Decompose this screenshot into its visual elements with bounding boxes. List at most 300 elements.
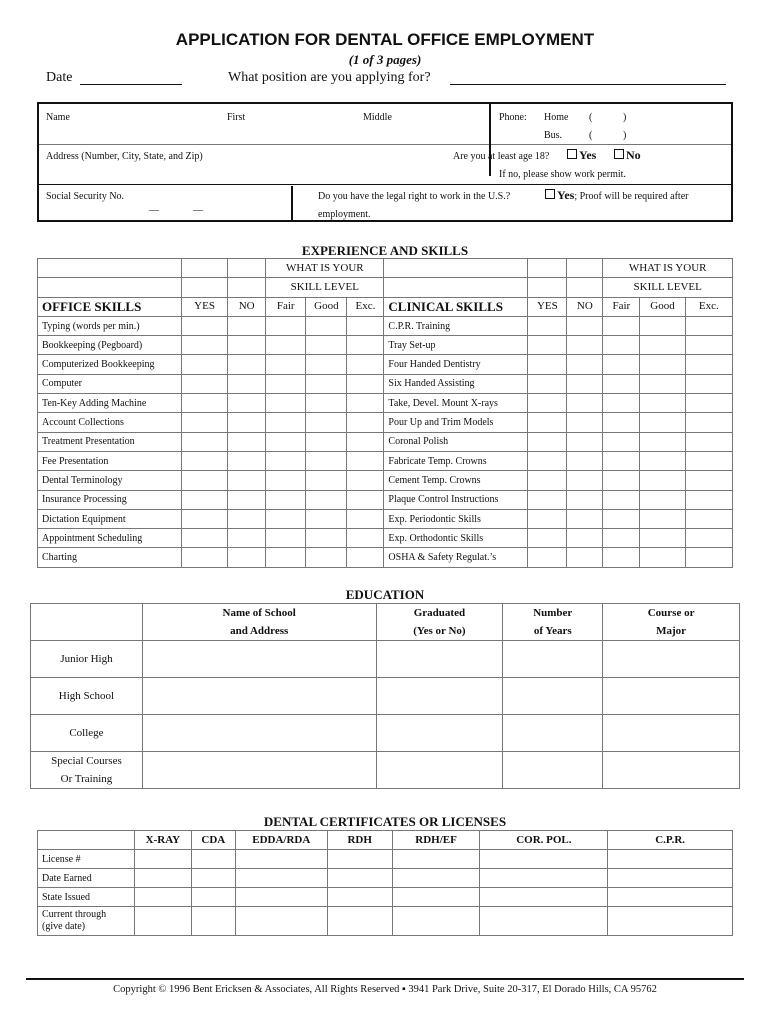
office-fair-cell[interactable] [266,451,306,470]
clinical-skill-label: Exp. Orthodontic Skills [384,529,528,548]
footer-rule [26,978,744,980]
license-entry-cell[interactable] [327,888,392,907]
office-skill-label: Dental Terminology [38,471,182,490]
clinical-no-cell[interactable] [567,336,603,355]
license-entry-cell[interactable] [392,869,480,888]
office-good-cell[interactable] [306,374,347,393]
license-entry-cell[interactable] [134,907,191,936]
office-no-cell[interactable] [228,432,266,451]
clinical-exc-cell[interactable] [685,509,732,528]
skill-row [38,432,733,451]
blank-cell [567,278,603,297]
blank-cell [38,259,182,278]
office-skill-label: Ten-Key Adding Machine [38,394,182,413]
office-fair-cell[interactable] [266,394,306,413]
clinical-exc-cell[interactable] [685,432,732,451]
clinical-skills-header: CLINICAL SKILLS [384,297,528,316]
office-yes-cell[interactable] [181,374,227,393]
clinical-skill-label: C.P.R. Training [384,316,528,335]
clinical-fair-cell[interactable] [603,490,640,509]
office-fair-cell[interactable] [266,374,306,393]
office-skill-label: Computer [38,374,182,393]
clinical-yes-cell[interactable] [528,413,567,432]
course-cell[interactable] [603,678,740,715]
clinical-yes-cell[interactable] [528,490,567,509]
office-good-cell[interactable] [306,509,347,528]
license-entry-cell[interactable] [480,869,608,888]
bus-phone-label: Bus. [544,130,563,141]
license-type-header: C.P.R. [608,831,733,850]
clinical-yes-cell[interactable] [528,529,567,548]
licenses-section-title: DENTAL CERTIFICATES OR LICENSES [263,814,507,829]
clinical-good-cell[interactable] [640,355,685,374]
office-no-cell[interactable] [228,413,266,432]
education-row [31,678,740,715]
clinical-good-cell[interactable] [640,336,685,355]
license-entry-cell[interactable] [134,869,191,888]
skill-row [38,336,733,355]
skills-rows [38,316,733,567]
office-yes-cell[interactable] [181,451,227,470]
years-cell[interactable] [503,641,603,678]
license-type-header: CDA [191,831,235,850]
blank-cell [528,259,567,278]
clinical-good-cell[interactable] [640,529,685,548]
office-yes-cell[interactable] [181,509,227,528]
office-no-cell[interactable] [228,451,266,470]
clinical-fair-cell[interactable] [603,432,640,451]
education-level-label: College [31,715,143,752]
graduated-cell[interactable] [376,752,503,789]
clinical-fair-cell[interactable] [603,336,640,355]
clinical-skill-label: Six Handed Assisting [384,374,528,393]
office-exc-cell[interactable] [347,471,384,490]
license-type-header: RDH [327,831,392,850]
clinical-exc-cell[interactable] [685,490,732,509]
clinical-skill-label: Coronal Polish [384,432,528,451]
license-entry-cell[interactable] [191,907,235,936]
graduated-header: Graduated (Yes or No) [376,604,503,641]
course-cell[interactable] [603,715,740,752]
clinical-exc-cell[interactable] [685,316,732,335]
education-row [31,641,740,678]
office-skill-label: Treatment Presentation [38,432,182,451]
clinical-fair-cell[interactable] [603,374,640,393]
office-good-cell[interactable] [306,490,347,509]
clinical-exc-cell[interactable] [685,548,732,567]
work-permit-note: If no, please show work permit. [499,169,626,180]
paren: ( [589,130,593,141]
office-yes-cell[interactable] [181,355,227,374]
office-yes-cell[interactable] [181,529,227,548]
office-exc-cell[interactable] [347,529,384,548]
date-field[interactable] [80,84,182,85]
education-table [30,603,740,789]
office-good-cell[interactable] [306,432,347,451]
license-row [38,850,733,869]
clinical-yes-cell[interactable] [528,548,567,567]
office-good-cell[interactable] [306,394,347,413]
divider [39,144,731,145]
office-exc-cell[interactable] [347,548,384,567]
licenses-rows [38,850,733,907]
office-yes-cell[interactable] [181,490,227,509]
legal-question: Do you have the legal right to work in the U.S.? [318,191,511,202]
blank-cell [228,278,266,297]
license-entry-cell[interactable] [134,888,191,907]
office-good-cell[interactable] [306,471,347,490]
clinical-yes-cell[interactable] [528,355,567,374]
clinical-yes-cell[interactable] [528,509,567,528]
office-fair-cell[interactable] [266,355,306,374]
clinical-yes-cell[interactable] [528,374,567,393]
office-exc-cell[interactable] [347,355,384,374]
clinical-skill-label: Tray Set-up [384,336,528,355]
home-phone-label: Home [544,112,569,123]
age-question: Are you at least age 18? [453,151,550,162]
licenses-current-row [38,907,733,936]
graduated-cell[interactable] [376,678,503,715]
fair-header: Fair [603,297,640,316]
clinical-fair-cell[interactable] [603,471,640,490]
clinical-no-cell[interactable] [567,413,603,432]
clinical-yes-cell[interactable] [528,316,567,335]
license-entry-cell[interactable] [392,850,480,869]
licenses-table [37,830,733,936]
clinical-good-cell[interactable] [640,548,685,567]
yes-header: YES [528,297,567,316]
clinical-no-cell[interactable] [567,316,603,335]
office-fair-cell[interactable] [266,490,306,509]
clinical-skill-label: Take, Devel. Mount X-rays [384,394,528,413]
office-good-cell[interactable] [306,336,347,355]
office-exc-cell[interactable] [347,316,384,335]
office-yes-cell[interactable] [181,548,227,567]
education-level-label: High School [31,678,143,715]
divider [489,104,491,176]
office-no-cell[interactable] [228,355,266,374]
years-cell[interactable] [503,752,603,789]
clinical-fair-cell[interactable] [603,509,640,528]
license-row [38,888,733,907]
license-entry-cell[interactable] [235,850,327,869]
license-entry-cell[interactable] [392,888,480,907]
license-row-label: License # [38,850,135,869]
license-entry-cell[interactable] [480,888,608,907]
position-field[interactable] [450,84,726,85]
page-count: (1 of 3 pages) [348,52,422,67]
clinical-good-cell[interactable] [640,509,685,528]
clinical-good-cell[interactable] [640,471,685,490]
office-fair-cell[interactable] [266,471,306,490]
office-fair-cell[interactable] [266,336,306,355]
clinical-good-cell[interactable] [640,374,685,393]
license-entry-cell[interactable] [608,850,733,869]
office-exc-cell[interactable] [347,490,384,509]
license-entry-cell[interactable] [327,907,392,936]
office-fair-cell[interactable] [266,432,306,451]
clinical-exc-cell[interactable] [685,529,732,548]
divider [39,184,731,185]
skill-row [38,509,733,528]
license-entry-cell[interactable] [235,869,327,888]
office-fair-cell[interactable] [266,509,306,528]
license-entry-cell[interactable] [327,869,392,888]
blank-cell [38,278,182,297]
exc-header: Exc. [685,297,732,316]
clinical-skill-label: Pour Up and Trim Models [384,413,528,432]
clinical-no-cell[interactable] [567,471,603,490]
school-cell[interactable] [142,752,376,789]
office-fair-cell[interactable] [266,316,306,335]
license-type-header: RDH/EF [392,831,480,850]
clinical-good-cell[interactable] [640,451,685,470]
license-row [38,869,733,888]
office-good-cell[interactable] [306,316,347,335]
clinical-no-cell[interactable] [567,355,603,374]
office-skill-label: Computerized Bookkeeping [38,355,182,374]
years-header: Number of Years [503,604,603,641]
clinical-good-cell[interactable] [640,432,685,451]
skill-row [38,471,733,490]
clinical-good-cell[interactable] [640,413,685,432]
office-no-cell[interactable] [228,394,266,413]
license-row-label: Date Earned [38,869,135,888]
clinical-exc-cell[interactable] [685,394,732,413]
checkbox-icon[interactable] [614,149,624,159]
legal-yes-option[interactable]: Yes; Proof will be required after [545,188,688,203]
fair-header: Fair [266,297,306,316]
office-fair-cell[interactable] [266,529,306,548]
special-courses-label: Special Courses Or Training [31,752,143,789]
blank-cell [31,604,143,641]
checkbox-icon[interactable] [545,189,555,199]
checkbox-icon[interactable] [567,149,577,159]
office-skill-label: Account Collections [38,413,182,432]
office-exc-cell[interactable] [347,413,384,432]
clinical-exc-cell[interactable] [685,451,732,470]
clinical-skill-label: Fabricate Temp. Crowns [384,451,528,470]
office-good-cell[interactable] [306,413,347,432]
paren: ) [623,112,627,123]
skills-section-title: EXPERIENCE AND SKILLS [301,243,469,258]
license-entry-cell[interactable] [480,907,608,936]
skill-row [38,529,733,548]
office-exc-cell[interactable] [347,509,384,528]
license-entry-cell[interactable] [327,850,392,869]
skill-level-header: SKILL LEVEL [266,278,384,297]
clinical-no-cell[interactable] [567,509,603,528]
clinical-yes-cell[interactable] [528,336,567,355]
license-entry-cell[interactable] [608,907,733,936]
office-no-cell[interactable] [228,316,266,335]
school-cell[interactable] [142,715,376,752]
license-type-header: X-RAY [134,831,191,850]
license-type-header: COR. POL. [480,831,608,850]
blank-cell [384,278,528,297]
current-through-label: Current through (give date) [38,907,135,936]
clinical-exc-cell[interactable] [685,413,732,432]
clinical-exc-cell[interactable] [685,471,732,490]
license-entry-cell[interactable] [608,869,733,888]
years-cell[interactable] [503,715,603,752]
yes-header: YES [181,297,227,316]
blank-cell [181,278,227,297]
clinical-skill-label: Plaque Control Instructions [384,490,528,509]
ssn-dash: — [149,205,159,216]
clinical-no-cell[interactable] [567,529,603,548]
clinical-yes-cell[interactable] [528,471,567,490]
office-exc-cell[interactable] [347,394,384,413]
clinical-fair-cell[interactable] [603,529,640,548]
years-cell[interactable] [503,678,603,715]
office-good-cell[interactable] [306,548,347,567]
education-section-title: EDUCATION [345,587,425,602]
clinical-fair-cell[interactable] [603,548,640,567]
skill-level-header: WHAT IS YOUR [603,259,733,278]
ssn-dash: — [193,205,203,216]
office-exc-cell[interactable] [347,374,384,393]
office-yes-cell[interactable] [181,471,227,490]
clinical-no-cell[interactable] [567,394,603,413]
date-label: Date [46,70,73,85]
license-entry-cell[interactable] [191,869,235,888]
middle-label: Middle [363,112,392,123]
clinical-good-cell[interactable] [640,316,685,335]
office-yes-cell[interactable] [181,336,227,355]
blank-cell [384,259,528,278]
blank-cell [38,831,135,850]
clinical-good-cell[interactable] [640,394,685,413]
clinical-no-cell[interactable] [567,451,603,470]
license-entry-cell[interactable] [235,888,327,907]
blank-cell [567,259,603,278]
skill-row [38,413,733,432]
school-cell[interactable] [142,641,376,678]
office-skill-label: Fee Presentation [38,451,182,470]
exc-header: Exc. [347,297,384,316]
clinical-exc-cell[interactable] [685,355,732,374]
paren: ) [623,130,627,141]
office-no-cell[interactable] [228,548,266,567]
office-no-cell[interactable] [228,336,266,355]
form-title: APPLICATION FOR DENTAL OFFICE EMPLOYMENT [175,30,595,49]
age-yes-option[interactable]: Yes [567,148,596,163]
office-fair-cell[interactable] [266,548,306,567]
clinical-fair-cell[interactable] [603,316,640,335]
ssn-label: Social Security No. [46,191,125,202]
clinical-fair-cell[interactable] [603,413,640,432]
clinical-yes-cell[interactable] [528,394,567,413]
school-cell[interactable] [142,678,376,715]
office-good-cell[interactable] [306,355,347,374]
office-no-cell[interactable] [228,490,266,509]
clinical-exc-cell[interactable] [685,374,732,393]
office-yes-cell[interactable] [181,316,227,335]
clinical-no-cell[interactable] [567,432,603,451]
skill-row [38,394,733,413]
course-cell[interactable] [603,752,740,789]
skill-row [38,374,733,393]
license-entry-cell[interactable] [191,888,235,907]
good-header: Good [306,297,347,316]
license-entry-cell[interactable] [235,907,327,936]
office-no-cell[interactable] [228,471,266,490]
skill-level-header: WHAT IS YOUR [266,259,384,278]
office-yes-cell[interactable] [181,413,227,432]
office-yes-cell[interactable] [181,394,227,413]
office-exc-cell[interactable] [347,336,384,355]
no-header: NO [567,297,603,316]
office-no-cell[interactable] [228,374,266,393]
skill-row [38,355,733,374]
office-skill-label: Dictation Equipment [38,509,182,528]
divider [291,186,293,222]
education-rows [31,641,740,752]
office-exc-cell[interactable] [347,432,384,451]
clinical-skill-label: Four Handed Dentistry [384,355,528,374]
school-header: Name of School and Address [142,604,376,641]
license-type-header: EDDA/RDA [235,831,327,850]
paren: ( [589,112,593,123]
education-level-label: Junior High [31,641,143,678]
blank-cell [228,259,266,278]
office-yes-cell[interactable] [181,432,227,451]
office-skill-label: Charting [38,548,182,567]
clinical-no-cell[interactable] [567,490,603,509]
clinical-fair-cell[interactable] [603,394,640,413]
age-no-option[interactable]: No [614,148,641,163]
skill-level-header: SKILL LEVEL [603,278,733,297]
office-exc-cell[interactable] [347,451,384,470]
clinical-skill-label: Exp. Periodontic Skills [384,509,528,528]
license-entry-cell[interactable] [134,850,191,869]
position-label: What position are you applying for? [228,70,431,85]
office-good-cell[interactable] [306,451,347,470]
license-row-label: State Issued [38,888,135,907]
office-skills-header: OFFICE SKILLS [38,297,182,316]
skill-row [38,490,733,509]
clinical-yes-cell[interactable] [528,432,567,451]
copyright-footer: Copyright © 1996 Bent Ericksen & Associates, All Rights Reserved ▪ 3941 Park Drive, Suite 20-317, El Dorado Hills, CA 95762 [113,984,657,995]
license-entry-cell[interactable] [608,888,733,907]
clinical-no-cell[interactable] [567,374,603,393]
office-fair-cell[interactable] [266,413,306,432]
license-entry-cell[interactable] [392,907,480,936]
clinical-fair-cell[interactable] [603,451,640,470]
clinical-exc-cell[interactable] [685,336,732,355]
office-good-cell[interactable] [306,529,347,548]
office-no-cell[interactable] [228,529,266,548]
course-cell[interactable] [603,641,740,678]
clinical-fair-cell[interactable] [603,355,640,374]
clinical-no-cell[interactable] [567,548,603,567]
clinical-good-cell[interactable] [640,490,685,509]
graduated-cell[interactable] [376,715,503,752]
license-entry-cell[interactable] [191,850,235,869]
office-skill-label: Appointment Scheduling [38,529,182,548]
license-entry-cell[interactable] [480,850,608,869]
graduated-cell[interactable] [376,641,503,678]
office-no-cell[interactable] [228,509,266,528]
legal-note: employment. [318,209,371,220]
blank-cell [528,278,567,297]
office-skill-label: Insurance Processing [38,490,182,509]
phone-label: Phone: [499,112,527,123]
clinical-yes-cell[interactable] [528,451,567,470]
skills-table [37,258,733,568]
address-label: Address (Number, City, State, and Zip) [46,151,203,162]
